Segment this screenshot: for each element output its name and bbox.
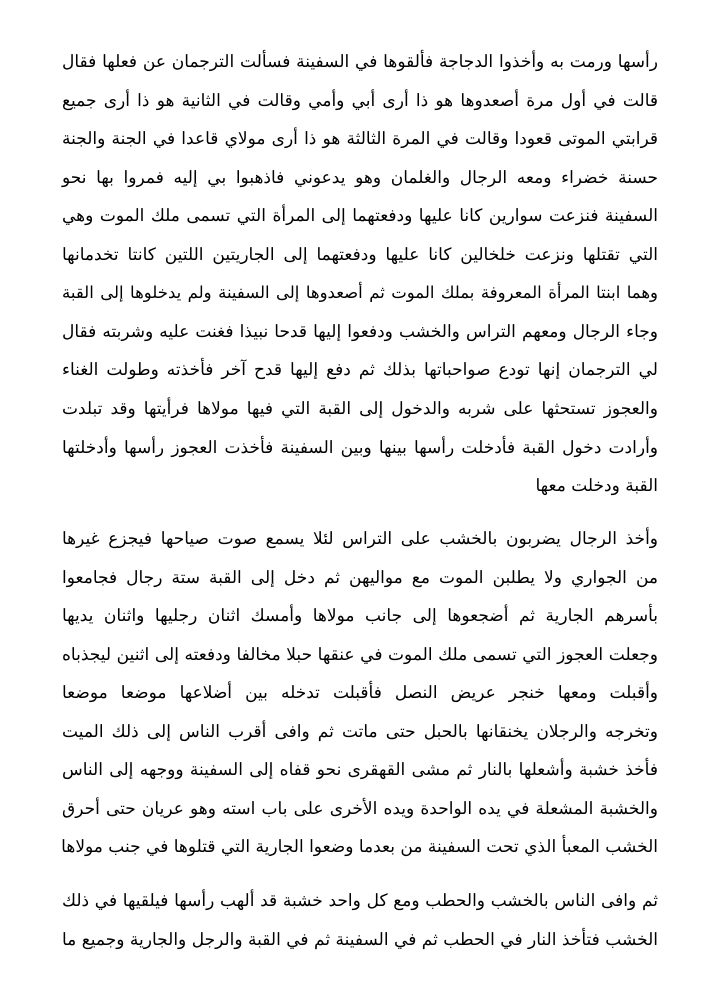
text-line: وجاء الرجال ومعهم التراس والخشب ودفعوا إليها قدحا نبيذا فغنت عليه وشربته فقال <box>62 322 658 342</box>
text-line: قالت في أول مرة أصعدوها هو ذا أرى أبي وأمي وقالت في الثانية هو ذا أرى جميع <box>62 91 658 111</box>
text-line: ثم وافى الناس بالخشب والحطب ومع كل واحد خشبة قد ألهب رأسها فيلقيها في ذلك <box>62 891 658 911</box>
text-line: فأخذ خشبة وأشعلها بالنار ثم مشى القهقرى نحو قفاه إلى السفينة ووجهه إلى الناس <box>62 760 658 780</box>
text-line: وأرادت دخول القبة فأدخلت رأسها بينها وبين السفينة فأخذت العجوز رأسها وأدخلتها <box>62 438 658 458</box>
text-line: قرابتي الموتى قعودا وقالت في المرة الثالثة هو ذا أرى مولاي قاعدا في الجنة والجنة <box>62 129 658 149</box>
text-line: رأسها ورمت به وأخذوا الدجاجة فألقوها في السفينة فسألت الترجمان عن فعلها فقال <box>62 52 658 72</box>
text-line: التي تقتلها ونزعت خلخالين كانا عليها ودفعتهما إلى الجاريتين اللتين كانتا تخدمانها <box>62 245 658 265</box>
text-line: القبة ودخلت معها <box>535 476 658 496</box>
text-line: السفينة فنزعت سوارين كانا عليها ودفعتهما إلى المرأة التي تسمى ملك الموت وهي <box>62 206 658 226</box>
text-line: بأسرهم الجارية ثم أضجعوها إلى جانب مولاها وأمسك اثنان رجليها واثنان يديها <box>62 606 658 626</box>
text-line: من الجواري ولا يطلبن الموت مع مواليهن ثم دخل إلى القبة ستة رجال فجامعوا <box>62 568 658 588</box>
text-line: وأخذ الرجال يضربون بالخشب على التراس لئلا يسمع صوت صياحها فيجزع غيرها <box>62 529 658 549</box>
text-line: وهما ابنتا المرأة المعروفة بملك الموت ثم أصعدوها إلى السفينة ولم يدخلوها إلى القبة <box>62 283 658 302</box>
text-line: والعجوز تستحثها على شربه والدخول إلى القبة التي فيها مولاها فرأيتها وقد تبلدت <box>62 399 658 419</box>
text-line: الخشب فتأخذ النار في الحطب ثم في السفينة ثم في القبة والرجل والجارية وجميع ما <box>62 930 658 950</box>
text-line: لي الترجمان إنها تودع صواحباتها بذلك ثم دفع إليها قدح آخر فأخذته وطولت الغناء <box>62 360 658 380</box>
text-line: وجعلت العجوز التي تسمى ملك الموت في عنقها حبلا مخالفا ودفعته إلى اثنين ليجذباه <box>62 645 658 665</box>
text-line: وأقبلت ومعها خنجر عريض النصل فأقبلت تدخله بين أضلاعها موضعا موضعا <box>62 683 658 703</box>
text-line: الخشب المعبأ الذي تحت السفينة من بعدما وضعوا الجارية التي قتلوها في جنب مولاها <box>61 837 658 857</box>
text-line: وتخرجه والرجلان يخنقانها بالحبل حتى ماتت ثم وافى أقرب الناس إلى ذلك الميت <box>62 722 658 742</box>
text-line: حسنة خضراء ومعه الرجال والغلمان وهو يدعوني فاذهبوا بي إليه فمروا بها نحو <box>62 168 658 188</box>
text-line: والخشبة المشعلة في يده الواحدة ويده الأخرى على باب استه وهو عريان حتى أحرق <box>62 799 658 819</box>
